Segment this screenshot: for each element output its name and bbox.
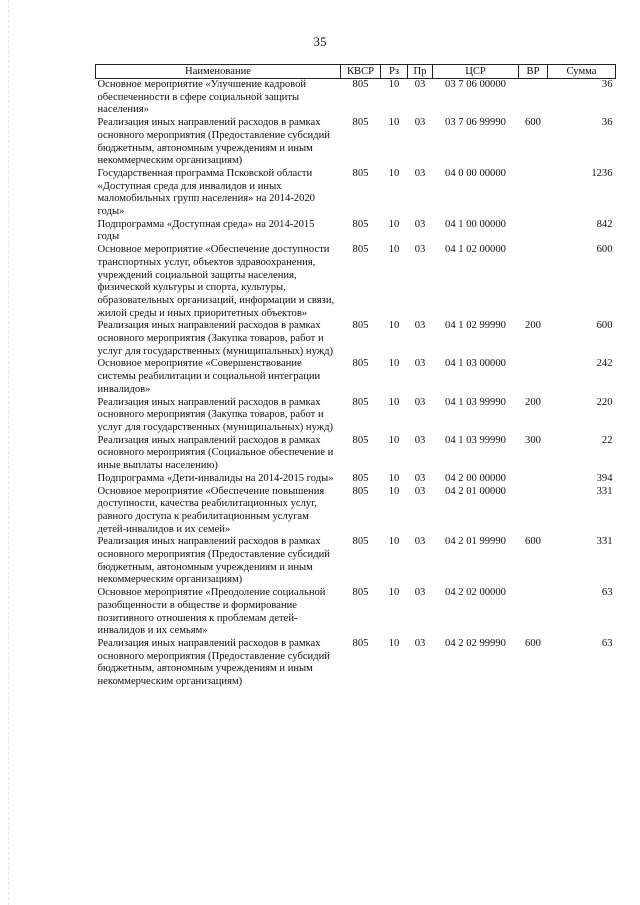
cell-name: Основное мероприятие «Обеспечение повышения доступности, качества реабилитационных услуг, равного доступа к реабилитационным услугам детей-инвалидов и их семей»	[97, 485, 325, 535]
table-row	[96, 486, 616, 537]
cell-kvsr: 805	[352, 472, 369, 484]
cell-pr: 03	[414, 79, 426, 90]
cell-pr: 03	[414, 320, 426, 332]
cell-rz: 10	[388, 167, 400, 179]
cell-csr: 04 1 03 99990	[445, 396, 506, 408]
cell-vr	[519, 587, 548, 638]
cell-rz: 10	[388, 637, 400, 649]
cell-pr: 03	[414, 434, 426, 446]
table-row	[96, 587, 616, 638]
cell-csr: 04 2 02 00000	[445, 587, 506, 599]
cell-kvsr: 805	[352, 396, 369, 408]
table-row	[96, 397, 616, 435]
cell-sum: 242	[596, 358, 613, 370]
scan-edge-line	[8, 0, 9, 905]
cell-csr: 04 1 03 00000	[445, 358, 506, 370]
cell-name: Государственная программа Псковской области «Доступная среда для инвалидов и иных маломобильных групп населения» на 2014-2020 годы»	[97, 167, 315, 218]
cell-pr: 03	[414, 358, 426, 370]
cell-kvsr: 805	[352, 485, 369, 497]
cell-rz: 10	[388, 587, 400, 599]
cell-name: Реализация иных направлений расходов в рамках основного мероприятия (Закупка товаров, работ и услуг для государственных (муниципальных) нужд)	[97, 396, 333, 433]
cell-rz: 10	[388, 79, 400, 90]
cell-csr: 04 2 01 00000	[445, 485, 506, 497]
cell-pr: 03	[414, 587, 426, 599]
cell-sum: 36	[601, 117, 613, 129]
cell-kvsr: 805	[352, 587, 369, 599]
cell-name: Основное мероприятие «Совершенствование системы реабилитации и социальной интеграции инвалидов»	[97, 358, 321, 395]
cell-kvsr: 805	[352, 117, 369, 129]
cell-rz: 10	[388, 358, 400, 370]
cell-sum: 63	[601, 637, 613, 649]
cell-csr: 04 1 00 00000	[445, 218, 506, 230]
column-header-pr: Пр	[408, 65, 433, 79]
cell-csr: 03 7 06 99990	[445, 117, 506, 129]
cell-pr: 03	[414, 637, 426, 649]
cell-pr: 03	[414, 218, 426, 230]
page-number: 35	[313, 34, 327, 49]
cell-sum: 600	[596, 244, 613, 256]
cell-sum: 220	[596, 396, 613, 408]
cell-pr: 03	[414, 117, 426, 129]
table-row	[96, 638, 616, 689]
cell-name: Реализация иных направлений расходов в рамках основного мероприятия (Предоставление субсидий бюджетным, автономным учреждениям и иным некоммерческим организациям)	[97, 637, 330, 688]
cell-vr	[519, 358, 548, 396]
cell-name: Основное мероприятие «Преодоление социальной разобщенности в обществе и формирование позитивного отношения к проблемам детей-инвалидов и их семьям»	[97, 587, 326, 637]
table-row	[96, 117, 616, 168]
cell-csr: 04 2 00 00000	[445, 472, 506, 484]
cell-pr: 03	[414, 167, 426, 179]
cell-kvsr: 805	[352, 637, 369, 649]
cell-sum: 331	[596, 485, 613, 497]
cell-rz: 10	[388, 244, 400, 256]
column-header-csr: ЦСР	[433, 65, 519, 79]
table-row	[96, 473, 616, 486]
cell-vr: 600	[525, 536, 541, 548]
cell-sum: 22	[601, 434, 613, 446]
cell-name: Основное мероприятие «Улучшение кадровой обеспеченности в сфере социальной защиты населения»	[97, 79, 307, 116]
cell-sum: 63	[601, 587, 613, 599]
cell-kvsr: 805	[352, 79, 369, 90]
cell-name: Реализация иных направлений расходов в рамках основного мероприятия (Предоставление субсидий бюджетным, автономным учреждениям и иным некоммерческим организациям)	[97, 117, 330, 167]
cell-name: Реализация иных направлений расходов в рамках основного мероприятия (Закупка товаров, работ и услуг для государственных (муниципальных) нужд)	[97, 320, 333, 357]
cell-name: Основное мероприятие «Обеспечение доступности транспортных услуг, объектов здравоохранения, учреждений социальной защиты населения, физической культуры и спорта, культуры, образовательных организаций, информации и связи, жилой среды и иных приоритетных объектов»	[97, 244, 335, 319]
cell-pr: 03	[414, 396, 426, 408]
cell-rz: 10	[388, 218, 400, 230]
cell-vr	[519, 168, 548, 219]
cell-kvsr: 805	[352, 358, 369, 370]
cell-sum: 842	[596, 218, 613, 230]
cell-name: Подпрограмма «Доступная среда» на 2014-2015 годы	[97, 218, 315, 243]
table-row	[96, 244, 616, 320]
cell-csr: 04 2 01 99990	[445, 536, 506, 548]
cell-sum: 600	[596, 320, 613, 332]
cell-kvsr: 805	[352, 536, 369, 548]
column-header-rz: Рз	[381, 65, 408, 79]
cell-csr: 04 2 02 99990	[445, 637, 506, 649]
cell-kvsr: 805	[352, 320, 369, 332]
table-row	[96, 168, 616, 219]
cell-sum: 331	[596, 536, 613, 548]
cell-pr: 03	[414, 244, 426, 256]
cell-pr: 03	[414, 485, 426, 497]
cell-name: Реализация иных направлений расходов в рамках основного мероприятия (Предоставление субсидий бюджетным, автономным учреждениям и иным некоммерческим организациям)	[97, 536, 330, 586]
cell-rz: 10	[388, 536, 400, 548]
table-row	[96, 358, 616, 396]
cell-vr	[519, 219, 548, 244]
table-row	[96, 79, 616, 118]
cell-vr	[519, 473, 548, 486]
cell-pr: 03	[414, 536, 426, 548]
cell-csr: 03 7 06 00000	[445, 79, 506, 90]
column-header-sum: Сумма	[548, 65, 616, 79]
cell-vr	[519, 244, 548, 320]
cell-name: Реализация иных направлений расходов в рамках основного мероприятия (Социальное обеспечение и иные выплаты населению)	[97, 434, 334, 472]
cell-rz: 10	[388, 396, 400, 408]
cell-csr: 04 1 02 99990	[445, 320, 506, 332]
cell-sum: 36	[601, 79, 613, 90]
cell-vr: 200	[525, 396, 541, 408]
table-row	[96, 219, 616, 244]
cell-sum: 1236	[591, 167, 613, 179]
cell-kvsr: 805	[352, 167, 369, 179]
cell-rz: 10	[388, 117, 400, 129]
cell-rz: 10	[388, 472, 400, 484]
cell-kvsr: 805	[352, 244, 369, 256]
table-row	[96, 536, 616, 587]
column-header-vr: ВР	[519, 65, 548, 79]
table-row	[96, 320, 616, 358]
column-header-name: Наименование	[96, 65, 341, 79]
column-header-kvsr: КВСР	[341, 65, 381, 79]
cell-kvsr: 805	[352, 218, 369, 230]
cell-csr: 04 0 00 00000	[445, 167, 506, 179]
cell-pr: 03	[414, 472, 426, 484]
cell-rz: 10	[388, 434, 400, 446]
cell-csr: 04 1 03 99990	[445, 434, 506, 446]
cell-sum: 394	[596, 472, 613, 484]
table-row	[96, 435, 616, 473]
cell-name: Подпрограмма «Дети-инвалиды на 2014-2015 годы»	[97, 472, 334, 484]
cell-rz: 10	[388, 320, 400, 332]
table-header-row	[96, 65, 616, 79]
cell-vr	[519, 486, 548, 537]
budget-table	[95, 64, 616, 689]
cell-kvsr: 805	[352, 434, 369, 446]
cell-vr: 600	[525, 637, 541, 649]
cell-vr: 200	[525, 320, 541, 332]
cell-vr: 300	[525, 434, 541, 446]
cell-vr: 600	[525, 117, 541, 129]
cell-rz: 10	[388, 485, 400, 497]
cell-vr	[519, 79, 548, 118]
cell-csr: 04 1 02 00000	[445, 244, 506, 256]
